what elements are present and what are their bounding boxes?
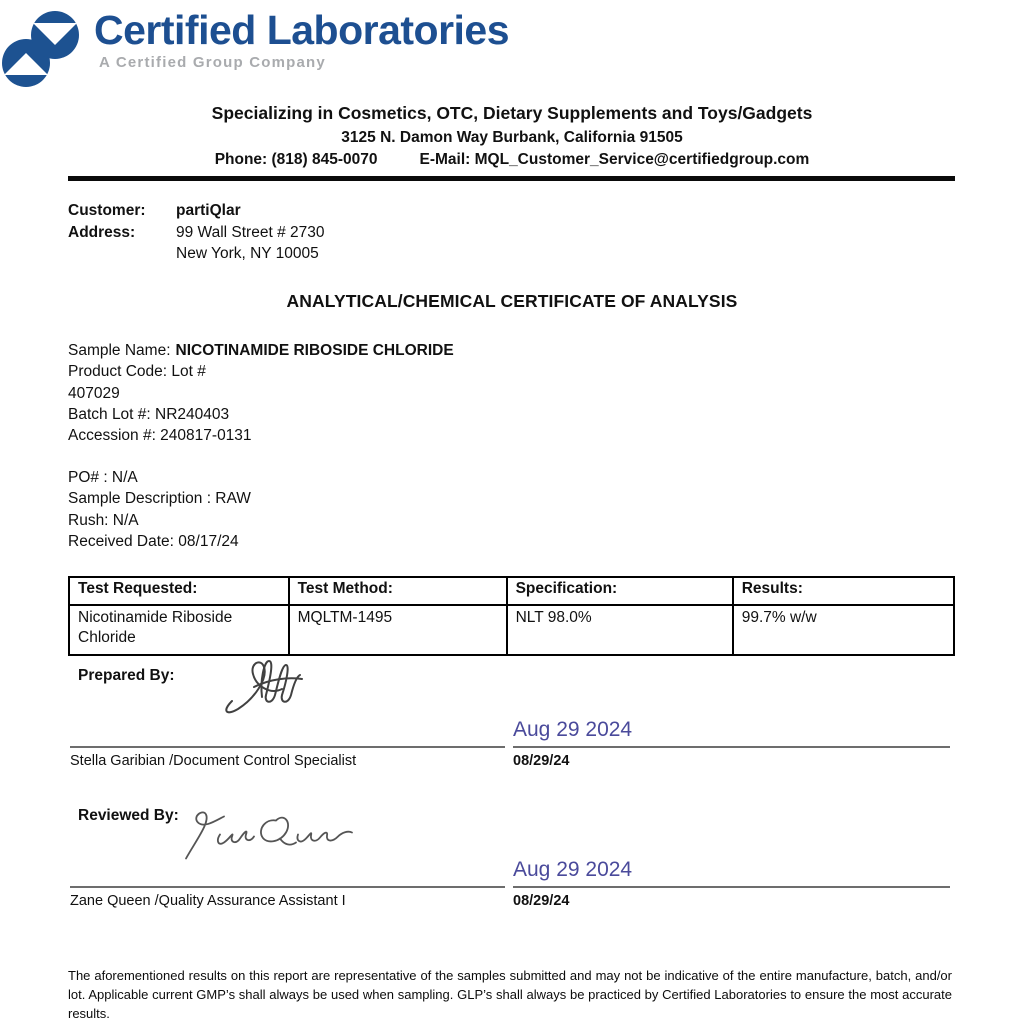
product-code-line: Product Code: Lot # [68,363,206,381]
prepared-date-line [513,746,950,748]
disclaimer-text: The aforementioned results on this report are representative of the samples submitted and may not be indicative of the entire manufacture, batch, and/or lot. Applicable current GMP’s shall always be used when sampling. GLP’s shall always be practiced by Certified Laboratories to ensure the most accurate results. [68,968,952,1022]
reviewed-date: 08/29/24 [513,893,570,909]
specialization-line: Specializing in Cosmetics, OTC, Dietary Supplements and Toys/Gadgets [211,103,813,123]
reviewed-stamp-date: Aug 29 2024 [513,858,633,881]
table-row [69,605,954,655]
results-table-header-row [69,577,954,605]
reviewed-by-label: Reviewed By: [78,807,179,824]
document-title: ANALYTICAL/CHEMICAL CERTIFICATE OF ANALYSIS [286,291,738,311]
sample-name-value: NICOTINAMIDE RIBOSIDE CHLORIDE [175,342,454,359]
reviewed-signature-image [180,800,355,866]
contact-line [0,151,1024,169]
sample-description-line: Sample Description : RAW [68,490,251,508]
company-tagline: A Certified Group Company [99,54,326,71]
col-header-results: Results: [733,577,954,605]
sample-info-block [68,340,454,446]
customer-block [68,200,324,265]
prepared-date: 08/29/24 [513,753,570,769]
sample-name-label: Sample Name: [68,342,171,359]
address-label-spacer [68,243,176,265]
rush-line: Rush: N/A [68,511,139,529]
customer-name: partiQlar [176,202,241,219]
address-row [68,222,324,244]
customer-address-line2: New York, NY 10005 [176,245,319,262]
reviewed-signature-line [70,886,505,888]
prepared-signature-image [218,652,313,714]
order-info-block [68,467,251,552]
company-name: Certified Laboratories [94,7,510,53]
prepared-signature-line [70,746,505,748]
reviewed-signer-name: Zane Queen /Quality Assurance Assistant I [70,893,346,909]
results-table [68,576,955,656]
reviewed-date-line [513,886,950,888]
prepared-by-label: Prepared By: [78,667,175,684]
company-address-line: 3125 N. Damon Way Burbank, California 91505 [341,129,683,146]
customer-row [68,200,324,222]
received-date-line: Received Date: 08/17/24 [68,532,239,550]
cell-test-requested: Nicotinamide Riboside Chloride [69,605,289,655]
accession-line: Accession #: 240817-0131 [68,427,252,445]
batch-lot-line: Batch Lot #: NR240403 [68,405,230,423]
company-logo-block [0,7,510,88]
address-row2 [68,243,324,265]
customer-label: Customer: [68,202,146,219]
address-label: Address: [68,223,136,241]
col-header-test-requested: Test Requested: [69,577,289,605]
logo-text-block [94,7,510,71]
sample-name-line [68,340,454,361]
cell-specification: NLT 98.0% [507,605,733,655]
col-header-test-method: Test Method: [289,577,507,605]
email-text: E-Mail: MQL_Customer_Service@certifiedgroup.com [419,151,810,168]
customer-address-line1: 99 Wall Street # 2730 [176,223,325,241]
lot-number-line: 407029 [68,384,120,402]
phone-text: Phone: (818) 845-0070 [214,151,378,168]
cell-results: 99.7% w/w [733,605,954,655]
prepared-stamp-date: Aug 29 2024 [513,718,633,741]
cell-test-method: MQLTM-1495 [289,605,507,655]
col-header-specification: Specification: [507,577,733,605]
prepared-signer-name: Stella Garibian /Document Control Specialist [70,753,357,769]
header-divider-rule [68,176,955,181]
certified-laboratories-logo-icon [0,10,84,88]
po-line: PO# : N/A [68,469,138,486]
